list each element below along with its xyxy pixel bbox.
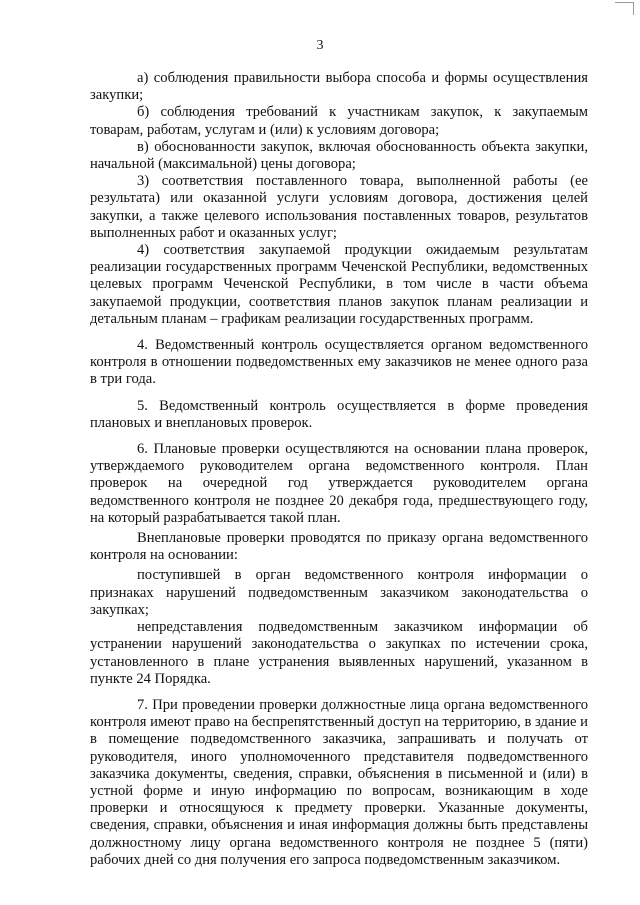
- paragraph-unscheduled-checks: Внеплановые проверки проводятся по приказу органа ведомственного контроля на основании:: [90, 530, 588, 564]
- paragraph-item-4: 4) соответствия закупаемой продукции ожидаемым результатам реализации государственных программ Чеченской Республики, ведомственных целевых программ Чеченской Республики, в том числе в части объема закупаемой продукции, соответствия планов закупок планам реализации и детальным планам – графикам реализации государственных программ.: [90, 242, 588, 327]
- paragraph-item-a: а) соблюдения правильности выбора способа и формы осуществления закупки;: [90, 70, 588, 104]
- paragraph-item-b: б) соблюдения требований к участникам закупок, к закупаемым товарам, работам, услугам и (или) к условиям договора;: [90, 104, 588, 138]
- paragraph-item-3: 3) соответствия поставленного товара, выполненной работы (ее результата) или оказанной услуги условиям договора, достижения целей закупки, а также целевого использования поставленных товаров, результатов выполненных работ и оказанных услуг;: [90, 173, 588, 241]
- document-body: [90, 70, 588, 869]
- paragraph-item-v: в) обоснованности закупок, включая обоснованность объекта закупки, начальной (максимальной) цены договора;: [90, 138, 588, 173]
- paragraph-clause-7: 7. При проведении проверки должностные лица органа ведомственного контроля имеют право на беспрепятственный доступ на территорию, в здание и в помещение подведомственного заказчика, запрашивать и получать от руководителя, иного уполномоченного представителя подведомственного заказчика документы, сведения, справки, объяснения в письменной и (или) в устной форме и иную информацию по вопросам, возникающим в ходе проверки и относящуюся к предмету проверки. Указанные документы, сведения, справки, объяснения и иная информация должны быть представлены должностному лицу органа ведомственного контроля не позднее 5 (пяти) рабочих дней со дня получения его запроса подведомственным заказчиком.: [90, 696, 588, 868]
- page-number: 3: [316, 38, 324, 53]
- paragraph-ground-information: поступившей в орган ведомственного контроля информации о признаках нарушений подведомственным заказчиком законодательства о закупках;: [90, 567, 588, 618]
- scan-corner-mark: [615, 2, 634, 15]
- paragraph-clause-4: 4. Ведомственный контроль осуществляется органом ведомственного контроля в отношении подведомственных ему заказчиков не менее одного раза в три года.: [90, 337, 588, 388]
- paragraph-clause-6: 6. Плановые проверки осуществляются на основании плана проверок, утверждаемого руководителем органа ведомственного контроля. План проверок на очередной год утверждается руководителем органа ведомственного контроля не позднее 20 декабря года, предшествующего году, на который разрабатывается такой план.: [90, 441, 588, 526]
- paragraph-clause-5: 5. Ведомственный контроль осуществляется в форме проведения плановых и внеплановых проверок.: [90, 397, 588, 431]
- paragraph-ground-nonsubmission: непредставления подведомственным заказчиком информации об устранении нарушений законодательства о закупках по истечении срока, установленного в плане устранения выявленных нарушений, указанном в пункте 24 Порядка.: [90, 619, 588, 687]
